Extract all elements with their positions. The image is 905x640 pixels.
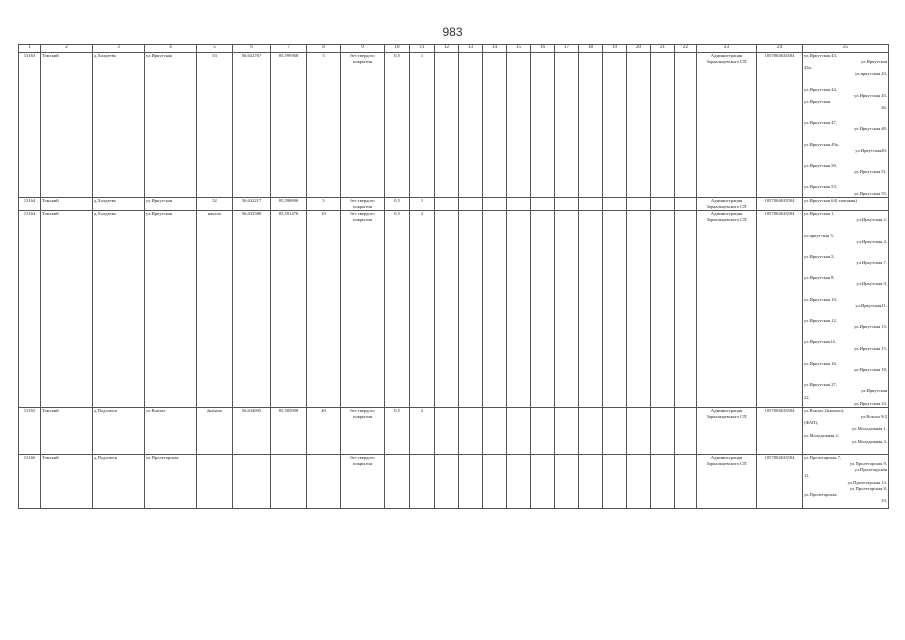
- table-cell: [483, 454, 507, 508]
- table-cell: [459, 197, 483, 210]
- table-cell: 56,632767: [233, 52, 271, 197]
- column-header: 10: [385, 45, 410, 53]
- registry-table: [18, 44, 889, 509]
- column-header: 22: [675, 45, 697, 53]
- column-header: 23: [697, 45, 757, 53]
- table-cell: [531, 52, 555, 197]
- table-cell: без твердого покрытия: [341, 211, 385, 408]
- table-cell: [579, 52, 603, 197]
- table-cell: [410, 454, 435, 508]
- table-cell: 1: [410, 52, 435, 197]
- table-cell: [579, 197, 603, 210]
- table-cell: 56,632588: [233, 211, 271, 408]
- address-line: ул.Молодежная 3,: [852, 438, 887, 444]
- table-cell: [675, 52, 697, 197]
- address-line: ул.Иркутская 45,: [854, 92, 887, 98]
- table-cell: без твердого покрытия: [341, 197, 385, 210]
- address-line: ул.Иркутская 50,: [804, 163, 837, 168]
- table-cell: [531, 407, 555, 454]
- address-line: ул.Иркутская 5,: [804, 253, 835, 259]
- address-line: ул.Пролетарская 9,: [849, 461, 887, 467]
- table-cell: ул.Иркутская: [145, 197, 197, 210]
- table-row: [19, 454, 889, 508]
- table-cell: 13164: [19, 197, 41, 210]
- table-cell: 0,5: [385, 211, 410, 408]
- table-cell: [603, 454, 627, 508]
- table-cell: [627, 454, 651, 508]
- address-line: ул.Пролетарская: [854, 467, 887, 473]
- table-cell: [307, 454, 341, 508]
- address-line: ул.Иркутская 4,: [856, 238, 887, 244]
- address-line: 43а,: [804, 65, 812, 71]
- address-line: ул.Иркутская 43,: [804, 52, 837, 58]
- table-row: [19, 407, 889, 454]
- address-line: ул.Иркутская 51,: [854, 169, 887, 175]
- table-cell: [555, 211, 579, 408]
- table-cell: 85,598696: [271, 197, 307, 210]
- table-body: [19, 52, 889, 508]
- address-line: ул.Иркутская 48,: [854, 126, 887, 132]
- page-number: 983: [442, 25, 463, 39]
- address-line: ул.Иркутская 7,: [856, 260, 887, 266]
- address-line: ул.Иркутская 8,: [804, 275, 835, 281]
- address-line: ул.Иркутская 16,: [804, 360, 837, 366]
- table-cell: [271, 454, 307, 508]
- table-cell: 0,5: [385, 52, 410, 197]
- table-row: [19, 52, 889, 197]
- address-line: 11,: [804, 473, 810, 479]
- table-cell: Администрация Зоркальцевского СП: [697, 454, 757, 508]
- table-cell: Администрация Зоркальцевского СП: [697, 52, 757, 197]
- column-header: 16: [531, 45, 555, 53]
- table-cell: без твердого покрытия: [341, 407, 385, 454]
- table-cell: 2: [410, 407, 435, 454]
- column-header: 25: [803, 45, 889, 53]
- table-cell: 1057004633504: [757, 52, 803, 197]
- table-cell: 40: [307, 407, 341, 454]
- table-cell: ул.Пролетарская: [145, 454, 197, 508]
- address-line: ул.Иркутская 12,: [804, 318, 837, 323]
- address-line: ул.Иркутская 55,: [854, 190, 887, 196]
- column-header: 8: [307, 45, 341, 53]
- column-header: 20: [627, 45, 651, 53]
- table-cell: д.Подломск: [93, 454, 145, 508]
- table-cell: [675, 211, 697, 408]
- address-line: ул.Иркутская49,: [855, 147, 887, 153]
- table-cell: 1057004633504: [757, 197, 803, 210]
- table-cell: Томский: [41, 52, 93, 197]
- table-cell: [531, 197, 555, 210]
- address-line: ул.Пролетарская 8,: [849, 485, 887, 491]
- address-line: ул.Молодежная 2,: [804, 432, 839, 438]
- table-cell: Томский: [41, 407, 93, 454]
- table-cell: [651, 197, 675, 210]
- address-line: ул.Иркутская 53,: [804, 184, 837, 190]
- table-cell: 1057004633504: [757, 211, 803, 408]
- column-header: 13: [459, 45, 483, 53]
- address-line: ул.Иркутская 9,: [856, 281, 887, 287]
- address-list-cell: [803, 52, 889, 197]
- address-line: ул.Иркутская 18,: [854, 366, 887, 372]
- table-cell: [555, 52, 579, 197]
- table-cell: [675, 454, 697, 508]
- table-cell: [531, 211, 555, 408]
- table-cell: 5: [307, 197, 341, 210]
- table-cell: 13165: [19, 407, 41, 454]
- table-cell: [435, 454, 459, 508]
- column-header: 9: [341, 45, 385, 53]
- address-line: ул.Пролетарская 7,: [804, 454, 842, 460]
- table-cell: д.Халдеево: [93, 197, 145, 210]
- address-line: ул.иркутская 3,: [804, 232, 834, 238]
- address-line: ул.Иркутская 64( таможня): [804, 197, 857, 203]
- table-cell: Администрация Зоркальцевского СП: [697, 197, 757, 210]
- column-header: 1: [19, 45, 41, 53]
- table-cell: 53: [197, 52, 233, 197]
- table-cell: [459, 407, 483, 454]
- table-cell: [579, 454, 603, 508]
- table-cell: 85,585098: [271, 407, 307, 454]
- table-cell: 0,5: [385, 407, 410, 454]
- table-cell: [603, 52, 627, 197]
- address-line: ул.Иркутская 10,: [804, 296, 837, 302]
- address-line: ул.Иркутская 44,: [804, 86, 837, 92]
- address-line: ул.Вокзал 2(начало),: [804, 407, 845, 413]
- column-header: 5: [197, 45, 233, 53]
- column-header: 21: [651, 45, 675, 53]
- table-cell: 52: [197, 197, 233, 210]
- table-cell: 1057004633504: [757, 407, 803, 454]
- table-cell: [603, 407, 627, 454]
- address-line: ул.иркутская 43,: [854, 71, 887, 77]
- address-line: ул.Иркутская 47,: [804, 120, 837, 126]
- table-cell: д.Халдеево: [93, 52, 145, 197]
- table-cell: [435, 211, 459, 408]
- table-cell: [483, 197, 507, 210]
- table-cell: 2начало: [197, 407, 233, 454]
- address-line: ул.Иркутская 13,: [854, 324, 887, 330]
- column-header: 24: [757, 45, 803, 53]
- address-list-cell: [803, 197, 889, 210]
- table-cell: 0,5: [385, 197, 410, 210]
- table-cell: [675, 407, 697, 454]
- table-cell: [483, 52, 507, 197]
- address-line: ул.Молодежная 1,: [852, 426, 887, 432]
- table-cell: [675, 197, 697, 210]
- table-cell: д.Халдеево: [93, 211, 145, 408]
- table-cell: Томский: [41, 197, 93, 210]
- table-cell: [555, 197, 579, 210]
- column-header: 19: [603, 45, 627, 53]
- table-cell: 56,634695: [233, 407, 271, 454]
- table-cell: [197, 454, 233, 508]
- table-cell: [651, 454, 675, 508]
- table-cell: [603, 197, 627, 210]
- table-cell: [579, 407, 603, 454]
- table-cell: Администрация Зоркальцевского СП: [697, 407, 757, 454]
- table-cell: Томский: [41, 454, 93, 508]
- table-cell: [651, 407, 675, 454]
- table-cell: 13166: [19, 454, 41, 508]
- address-line: ул.Иркутская: [860, 58, 887, 64]
- table-cell: 10: [307, 211, 341, 408]
- table-cell: ул.Иркутская: [145, 52, 197, 197]
- table-cell: [507, 454, 531, 508]
- table-cell: [651, 211, 675, 408]
- column-header: 17: [555, 45, 579, 53]
- table-cell: [483, 211, 507, 408]
- table-cell: [555, 454, 579, 508]
- table-cell: [627, 197, 651, 210]
- table-cell: [435, 407, 459, 454]
- table-row: [19, 197, 889, 210]
- table-cell: [531, 454, 555, 508]
- table-cell: [459, 211, 483, 408]
- table-cell: [435, 52, 459, 197]
- address-list-cell: [803, 454, 889, 508]
- column-header: 6: [233, 45, 271, 53]
- table-cell: [459, 454, 483, 508]
- table-cell: 1057004633504: [757, 454, 803, 508]
- table-cell: д.Подломск: [93, 407, 145, 454]
- table-cell: начало: [197, 211, 233, 408]
- column-header: 7: [271, 45, 307, 53]
- column-header: 11: [410, 45, 435, 53]
- table-cell: [627, 211, 651, 408]
- address-line: ул.Иркутская14,: [804, 339, 836, 345]
- address-list-cell: [803, 211, 889, 408]
- table-row: [19, 211, 889, 408]
- table-cell: без твердого покрытия: [341, 52, 385, 197]
- table-cell: [507, 407, 531, 454]
- table-cell: 1: [410, 197, 435, 210]
- table-cell: [385, 454, 410, 508]
- table-cell: 2: [410, 211, 435, 408]
- table-cell: без твердого покрытия: [341, 454, 385, 508]
- address-line: ул.Иркутская 15,: [854, 345, 887, 351]
- table-cell: [483, 407, 507, 454]
- address-line: ул.Иркутская11,: [855, 302, 887, 308]
- address-line: ул.Иркутская 1,: [804, 211, 835, 217]
- table-cell: 13164: [19, 211, 41, 408]
- header-row: [19, 45, 889, 53]
- address-line: 10,: [881, 498, 887, 504]
- table-cell: [233, 454, 271, 508]
- column-header: 14: [483, 45, 507, 53]
- address-line: ул.Иркутская 27,: [804, 382, 837, 388]
- table-cell: 56,632217: [233, 197, 271, 210]
- table-cell: 85,599368: [271, 52, 307, 197]
- address-line: 46,: [881, 105, 887, 111]
- table-cell: Администрация Зоркальцевского СП: [697, 211, 757, 408]
- address-list-cell: [803, 407, 889, 454]
- table-cell: [627, 407, 651, 454]
- address-line: ул.Пролетарская: [804, 492, 837, 497]
- address-line: ул.Иркутская 23,: [854, 400, 887, 406]
- table-cell: [507, 52, 531, 197]
- column-header: 2: [41, 45, 93, 53]
- table-cell: [579, 211, 603, 408]
- address-line: ул.Иркутская: [804, 98, 831, 104]
- column-header: 12: [435, 45, 459, 53]
- table-cell: [555, 407, 579, 454]
- table-cell: 5: [307, 52, 341, 197]
- table-cell: Томский: [41, 211, 93, 408]
- column-header: 18: [579, 45, 603, 53]
- table-cell: [651, 52, 675, 197]
- address-line: ул.Иркутская: [860, 388, 887, 394]
- address-line: ул.Пролетарская 13,: [847, 479, 887, 485]
- address-line: ул.Иркутская 49а,: [804, 141, 839, 147]
- table-cell: [435, 197, 459, 210]
- column-header: 3: [93, 45, 145, 53]
- table-cell: ул.Вокзал: [145, 407, 197, 454]
- address-line: 22,: [804, 394, 810, 400]
- table-cell: ул.Иркутская: [145, 211, 197, 408]
- address-line: ул.Вокзал 9/2: [860, 414, 887, 420]
- table-cell: [627, 52, 651, 197]
- address-line: (ФАП),: [804, 420, 819, 426]
- table-cell: 13163: [19, 52, 41, 197]
- table-cell: [507, 197, 531, 210]
- table-cell: [603, 211, 627, 408]
- table-cell: [507, 211, 531, 408]
- column-header: 15: [507, 45, 531, 53]
- column-header: 4: [145, 45, 197, 53]
- table-cell: [459, 52, 483, 197]
- table-cell: 85,591476: [271, 211, 307, 408]
- address-line: ул.Иркутская 2,: [856, 217, 887, 223]
